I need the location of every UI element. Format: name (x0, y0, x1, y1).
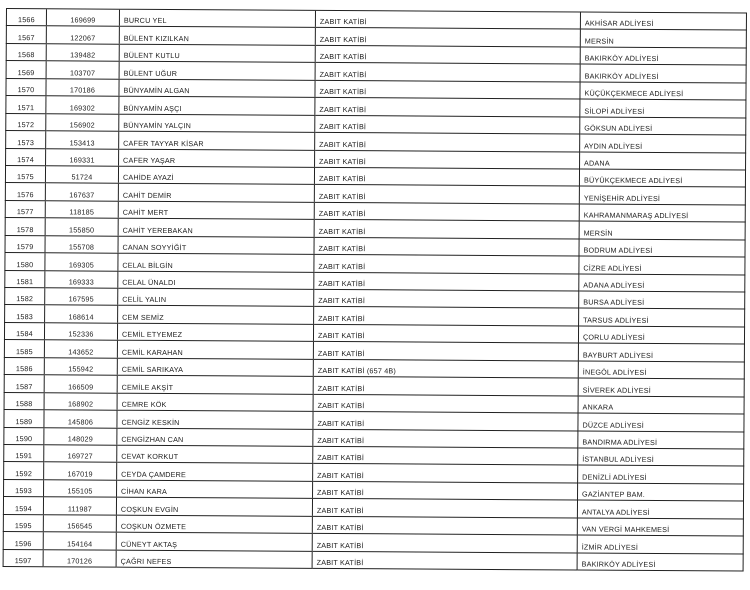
registry-number-cell: 155850 (45, 218, 118, 236)
row-number-cell: 1579 (5, 235, 45, 253)
full-name-cell: ÇAĞRI NEFES (116, 550, 312, 569)
job-title-cell: ZABIT KATİBİ (315, 63, 580, 82)
row-number-cell: 1569 (6, 61, 46, 79)
registry-number-cell: 153413 (46, 131, 119, 149)
unit-cell: KÜÇÜKÇEKMECE ADLİYESİ (580, 82, 746, 100)
registry-number-cell: 170126 (43, 549, 116, 567)
unit-cell: ADANA (580, 152, 746, 170)
unit-cell: GÖKSUN ADLİYESİ (580, 117, 746, 135)
registry-number-cell: 51724 (45, 166, 118, 184)
registry-number-cell: 155942 (44, 357, 117, 375)
job-title-cell: ZABIT KATİBİ (314, 272, 579, 291)
full-name-cell: CAFER TAYYAR KİSAR (119, 131, 315, 150)
registry-number-cell: 169699 (46, 9, 119, 27)
full-name-cell: BÜLENT KIZILKAN (119, 27, 315, 46)
row-number-cell: 1570 (6, 78, 46, 96)
row-number-cell: 1588 (4, 392, 44, 410)
full-name-cell: CANAN SOYYİĞİT (118, 236, 314, 255)
full-name-cell: BÜLENT KUTLU (119, 44, 315, 63)
registry-number-cell: 167019 (44, 462, 117, 480)
full-name-cell: CAHİT DEMİR (118, 184, 314, 203)
row-number-cell: 1595 (3, 514, 43, 532)
full-name-cell: CEMİL ETYEMEZ (117, 323, 313, 342)
unit-cell: MERSİN (579, 221, 745, 239)
full-name-cell: CAHİDE AYAZİ (118, 166, 314, 185)
document-page (3, 8, 746, 572)
full-name-cell: BURCU YEL (119, 9, 315, 28)
full-name-cell: CEYDA ÇAMDERE (117, 463, 313, 482)
registry-number-cell: 168614 (45, 305, 118, 323)
full-name-cell: CEMİL SARIKAYA (117, 358, 313, 377)
row-number-cell: 1596 (3, 532, 43, 550)
unit-cell: ANKARA (578, 396, 744, 414)
job-title-cell: ZABIT KATİBİ (313, 394, 578, 413)
job-title-cell: ZABIT KATİBİ (315, 98, 580, 117)
row-number-cell: 1581 (5, 270, 45, 288)
job-title-cell: ZABIT KATİBİ (315, 150, 580, 169)
job-title-cell: ZABIT KATİBİ (312, 499, 577, 518)
unit-cell: ANTALYA ADLİYESİ (577, 500, 743, 518)
row-number-cell: 1580 (5, 253, 45, 271)
row-number-cell: 1597 (3, 549, 43, 567)
full-name-cell: CEMİLE AKŞİT (117, 375, 313, 394)
job-title-cell: ZABIT KATİBİ (312, 516, 577, 535)
row-number-cell: 1585 (4, 340, 44, 358)
row-number-cell: 1593 (4, 479, 44, 497)
unit-cell: AKHİSAR ADLİYESİ (580, 12, 746, 30)
unit-cell: BANDIRMA ADLİYESİ (578, 431, 744, 449)
job-title-cell: ZABIT KATİBİ (312, 551, 577, 570)
registry-number-cell: 148029 (44, 427, 117, 445)
registry-number-cell: 170186 (46, 78, 119, 96)
full-name-cell: CENGİZHAN CAN (117, 428, 313, 447)
row-number-cell: 1591 (4, 444, 44, 462)
row-number-cell: 1578 (5, 218, 45, 236)
registry-number-cell: 169302 (46, 96, 119, 114)
row-number-cell: 1576 (5, 183, 45, 201)
unit-cell: MERSİN (580, 29, 746, 47)
unit-cell: BODRUM ADLİYESİ (579, 239, 745, 257)
row-number-cell: 1566 (6, 9, 46, 27)
unit-cell: AYDIN ADLİYESİ (580, 134, 746, 152)
job-title-cell: ZABIT KATİBİ (313, 429, 578, 448)
table-body (3, 9, 746, 572)
full-name-cell: CÜNEYT AKTAŞ (116, 532, 312, 551)
job-title-cell: ZABIT KATİBİ (314, 220, 579, 239)
full-name-cell: COŞKUN EVGİN (116, 497, 312, 516)
job-title-cell: ZABIT KATİBİ (312, 534, 577, 553)
row-number-cell: 1586 (4, 357, 44, 375)
full-name-cell: BÜNYAMİN AŞÇI (119, 96, 315, 115)
job-title-cell: ZABIT KATİBİ (313, 464, 578, 483)
registry-number-cell: 122067 (46, 26, 119, 44)
job-title-cell: ZABIT KATİBİ (314, 185, 579, 204)
unit-cell: BAKIRKÖY ADLİYESİ (577, 553, 743, 571)
unit-cell: VAN VERGİ MAHKEMESİ (577, 518, 743, 536)
full-name-cell: CENGİZ KESKİN (117, 410, 313, 429)
row-number-cell: 1584 (4, 322, 44, 340)
unit-cell: BAYBURT ADLİYESİ (578, 343, 744, 361)
unit-cell: ÇORLU ADLİYESİ (578, 326, 744, 344)
job-title-cell: ZABIT KATİBİ (314, 255, 579, 274)
row-number-cell: 1568 (6, 43, 46, 61)
full-name-cell: CEM SEMİZ (118, 306, 314, 325)
registry-number-cell: 169331 (46, 148, 119, 166)
unit-cell: İNEGÖL ADLİYESİ (578, 361, 744, 379)
registry-number-cell: 118185 (45, 201, 118, 219)
job-title-cell: ZABIT KATİBİ (315, 45, 580, 64)
registry-number-cell: 169305 (45, 253, 118, 271)
job-title-cell: ZABIT KATİBİ (314, 307, 579, 326)
unit-cell: GAZİANTEP BAM. (578, 483, 744, 501)
unit-cell: İSTANBUL ADLİYESİ (578, 448, 744, 466)
registry-number-cell: 154164 (43, 532, 116, 550)
row-number-cell: 1583 (5, 305, 45, 323)
unit-cell: BAKIRKÖY ADLİYESİ (580, 47, 746, 65)
personnel-table (3, 8, 747, 572)
row-number-cell: 1574 (6, 148, 46, 166)
row-number-cell: 1582 (5, 287, 45, 305)
full-name-cell: CAHİT MERT (118, 201, 314, 220)
unit-cell: TARSUS ADLİYESİ (579, 308, 745, 326)
row-number-cell: 1577 (5, 200, 45, 218)
job-title-cell: ZABIT KATİBİ (314, 289, 579, 308)
row-number-cell: 1567 (6, 26, 46, 44)
full-name-cell: CEVAT KORKUT (117, 445, 313, 464)
job-title-cell: ZABIT KATİBİ (313, 342, 578, 361)
job-title-cell: ZABIT KATİBİ (313, 324, 578, 343)
full-name-cell: CELİL YALIN (118, 288, 314, 307)
registry-number-cell: 166509 (44, 375, 117, 393)
full-name-cell: BÜNYAMİN ALGAN (119, 79, 315, 98)
registry-number-cell: 145806 (44, 410, 117, 428)
job-title-cell: ZABIT KATİBİ (314, 237, 579, 256)
registry-number-cell: 168902 (44, 392, 117, 410)
unit-cell: İZMİR ADLİYESİ (577, 535, 743, 553)
row-number-cell: 1590 (4, 427, 44, 445)
full-name-cell: CAFER YAŞAR (119, 149, 315, 168)
row-number-cell: 1575 (5, 165, 45, 183)
registry-number-cell: 167637 (45, 183, 118, 201)
unit-cell: KAHRAMANMARAŞ ADLİYESİ (579, 204, 745, 222)
job-title-cell: ZABIT KATİBİ (315, 28, 580, 47)
full-name-cell: CAHİT YEREBAKAN (118, 218, 314, 237)
full-name-cell: CİHAN KARA (117, 480, 313, 499)
row-number-cell: 1587 (4, 375, 44, 393)
registry-number-cell: 167595 (45, 288, 118, 306)
registry-number-cell: 143652 (44, 340, 117, 358)
job-title-cell: ZABIT KATİBİ (313, 446, 578, 465)
row-number-cell: 1571 (6, 96, 46, 114)
job-title-cell: ZABIT KATİBİ (657 4B) (313, 359, 578, 378)
registry-number-cell: 169727 (44, 445, 117, 463)
row-number-cell: 1573 (6, 131, 46, 149)
job-title-cell: ZABIT KATİBİ (314, 167, 579, 186)
job-title-cell: ZABIT KATİBİ (313, 377, 578, 396)
unit-cell: SİVEREK ADLİYESİ (578, 378, 744, 396)
unit-cell: BURSA ADLİYESİ (579, 291, 745, 309)
job-title-cell: ZABIT KATİBİ (315, 80, 580, 99)
registry-number-cell: 111987 (43, 497, 116, 515)
full-name-cell: COŞKUN ÖZMETE (116, 515, 312, 534)
unit-cell: DÜZCE ADLİYESİ (578, 413, 744, 431)
full-name-cell: BÜNYAMİN YALÇIN (119, 114, 315, 133)
unit-cell: BÜYÜKÇEKMECE ADLİYESİ (579, 169, 745, 187)
registry-number-cell: 156902 (46, 113, 119, 131)
full-name-cell: CELAL BİLGİN (118, 253, 314, 272)
registry-number-cell: 155708 (45, 235, 118, 253)
full-name-cell: BÜLENT UĞUR (119, 62, 315, 81)
full-name-cell: CELAL ÜNALDI (118, 271, 314, 290)
full-name-cell: CEMİL KARAHAN (117, 340, 313, 359)
registry-number-cell: 169333 (45, 270, 118, 288)
registry-number-cell: 152336 (44, 323, 117, 341)
row-number-cell: 1589 (4, 410, 44, 428)
full-name-cell: CEMRE KÖK (117, 393, 313, 412)
job-title-cell: ZABIT KATİBİ (313, 481, 578, 500)
unit-cell: CİZRE ADLİYESİ (579, 256, 745, 274)
job-title-cell: ZABIT KATİBİ (313, 411, 578, 430)
registry-number-cell: 156545 (43, 514, 116, 532)
registry-number-cell: 139482 (46, 44, 119, 62)
job-title-cell: ZABIT KATİBİ (314, 202, 579, 221)
job-title-cell: ZABIT KATİBİ (315, 10, 580, 29)
unit-cell: DENİZLİ ADLİYESİ (578, 465, 744, 483)
unit-cell: BAKIRKÖY ADLİYESİ (580, 64, 746, 82)
job-title-cell: ZABIT KATİBİ (315, 115, 580, 134)
unit-cell: ADANA ADLİYESİ (579, 274, 745, 292)
registry-number-cell: 103707 (46, 61, 119, 79)
row-number-cell: 1572 (6, 113, 46, 131)
registry-number-cell: 155105 (44, 480, 117, 498)
job-title-cell: ZABIT KATİBİ (315, 132, 580, 151)
row-number-cell: 1592 (4, 462, 44, 480)
unit-cell: YENİŞEHİR ADLİYESİ (579, 186, 745, 204)
unit-cell: SİLOPİ ADLİYESİ (580, 99, 746, 117)
row-number-cell: 1594 (3, 497, 43, 515)
